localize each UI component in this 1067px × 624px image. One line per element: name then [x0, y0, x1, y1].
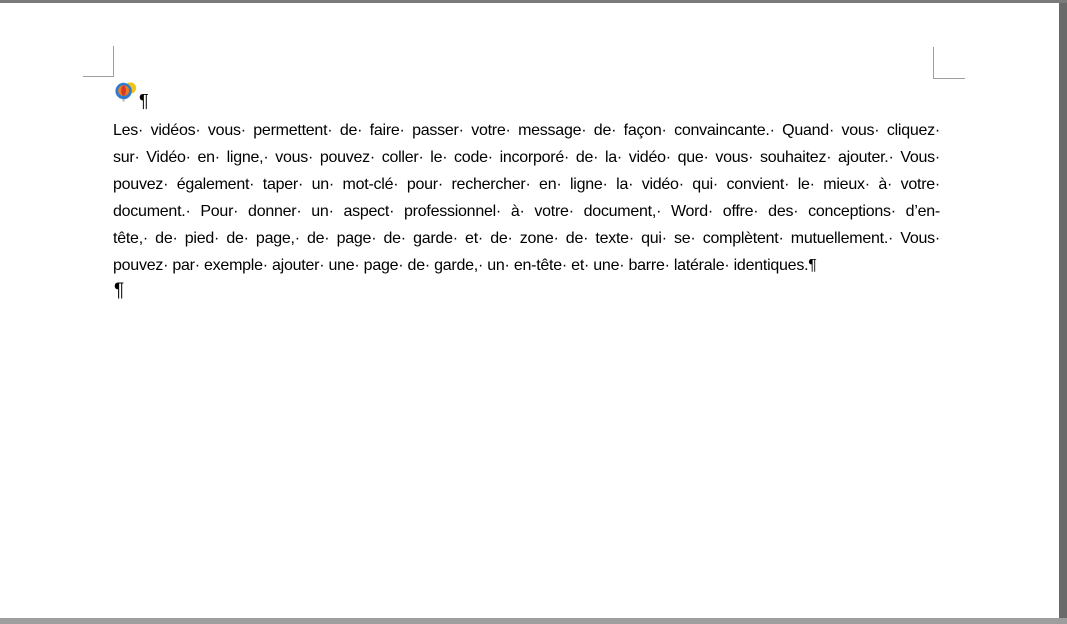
paragraph-line[interactable]: document.· Pour· donner· un· aspect· professionnel· à· votre· document,· Word· offre· des· conceptions· d’en-	[113, 203, 940, 220]
body-paragraph[interactable]	[113, 117, 940, 279]
window-edge-right	[1059, 0, 1067, 624]
margin-crop-mark-top-left	[83, 46, 114, 77]
window-edge-top	[0, 0, 1067, 3]
paragraph-line[interactable]: tête,· de· pied· de· page,· de· page· de· garde· et· de· zone· de· texte· qui· se· complètent· mutuellement.· Vous·	[113, 230, 940, 247]
window-edge-bottom	[0, 618, 1067, 624]
paragraph-line[interactable]: pouvez· par· exemple· ajouter· une· page· de· garde,· un· en-tête· et· une· barre· latérale· identiques.¶	[113, 257, 817, 274]
document-page[interactable]	[0, 3, 1059, 618]
paragraph-line[interactable]: Les· vidéos· vous· permettent· de· faire· passer· votre· message· de· façon· convaincante.· Quand· vous· cliquez·	[113, 122, 940, 139]
balloons-picture-icon[interactable]	[114, 80, 138, 106]
empty-paragraph-pilcrow-mark: ¶	[114, 280, 125, 301]
pilcrow-mark: ¶	[139, 91, 149, 111]
margin-crop-mark-top-right	[933, 47, 965, 79]
paragraph-line[interactable]: sur· Vidéo· en· ligne,· vous· pouvez· coller· le· code· incorporé· de· la· vidéo· que· vous· souhaitez· ajouter.· Vous·	[113, 149, 940, 166]
paragraph-line[interactable]: pouvez· également· taper· un· mot-clé· pour· rechercher· en· ligne· la· vidéo· qui· convient· le· mieux· à· votre·	[113, 176, 940, 193]
